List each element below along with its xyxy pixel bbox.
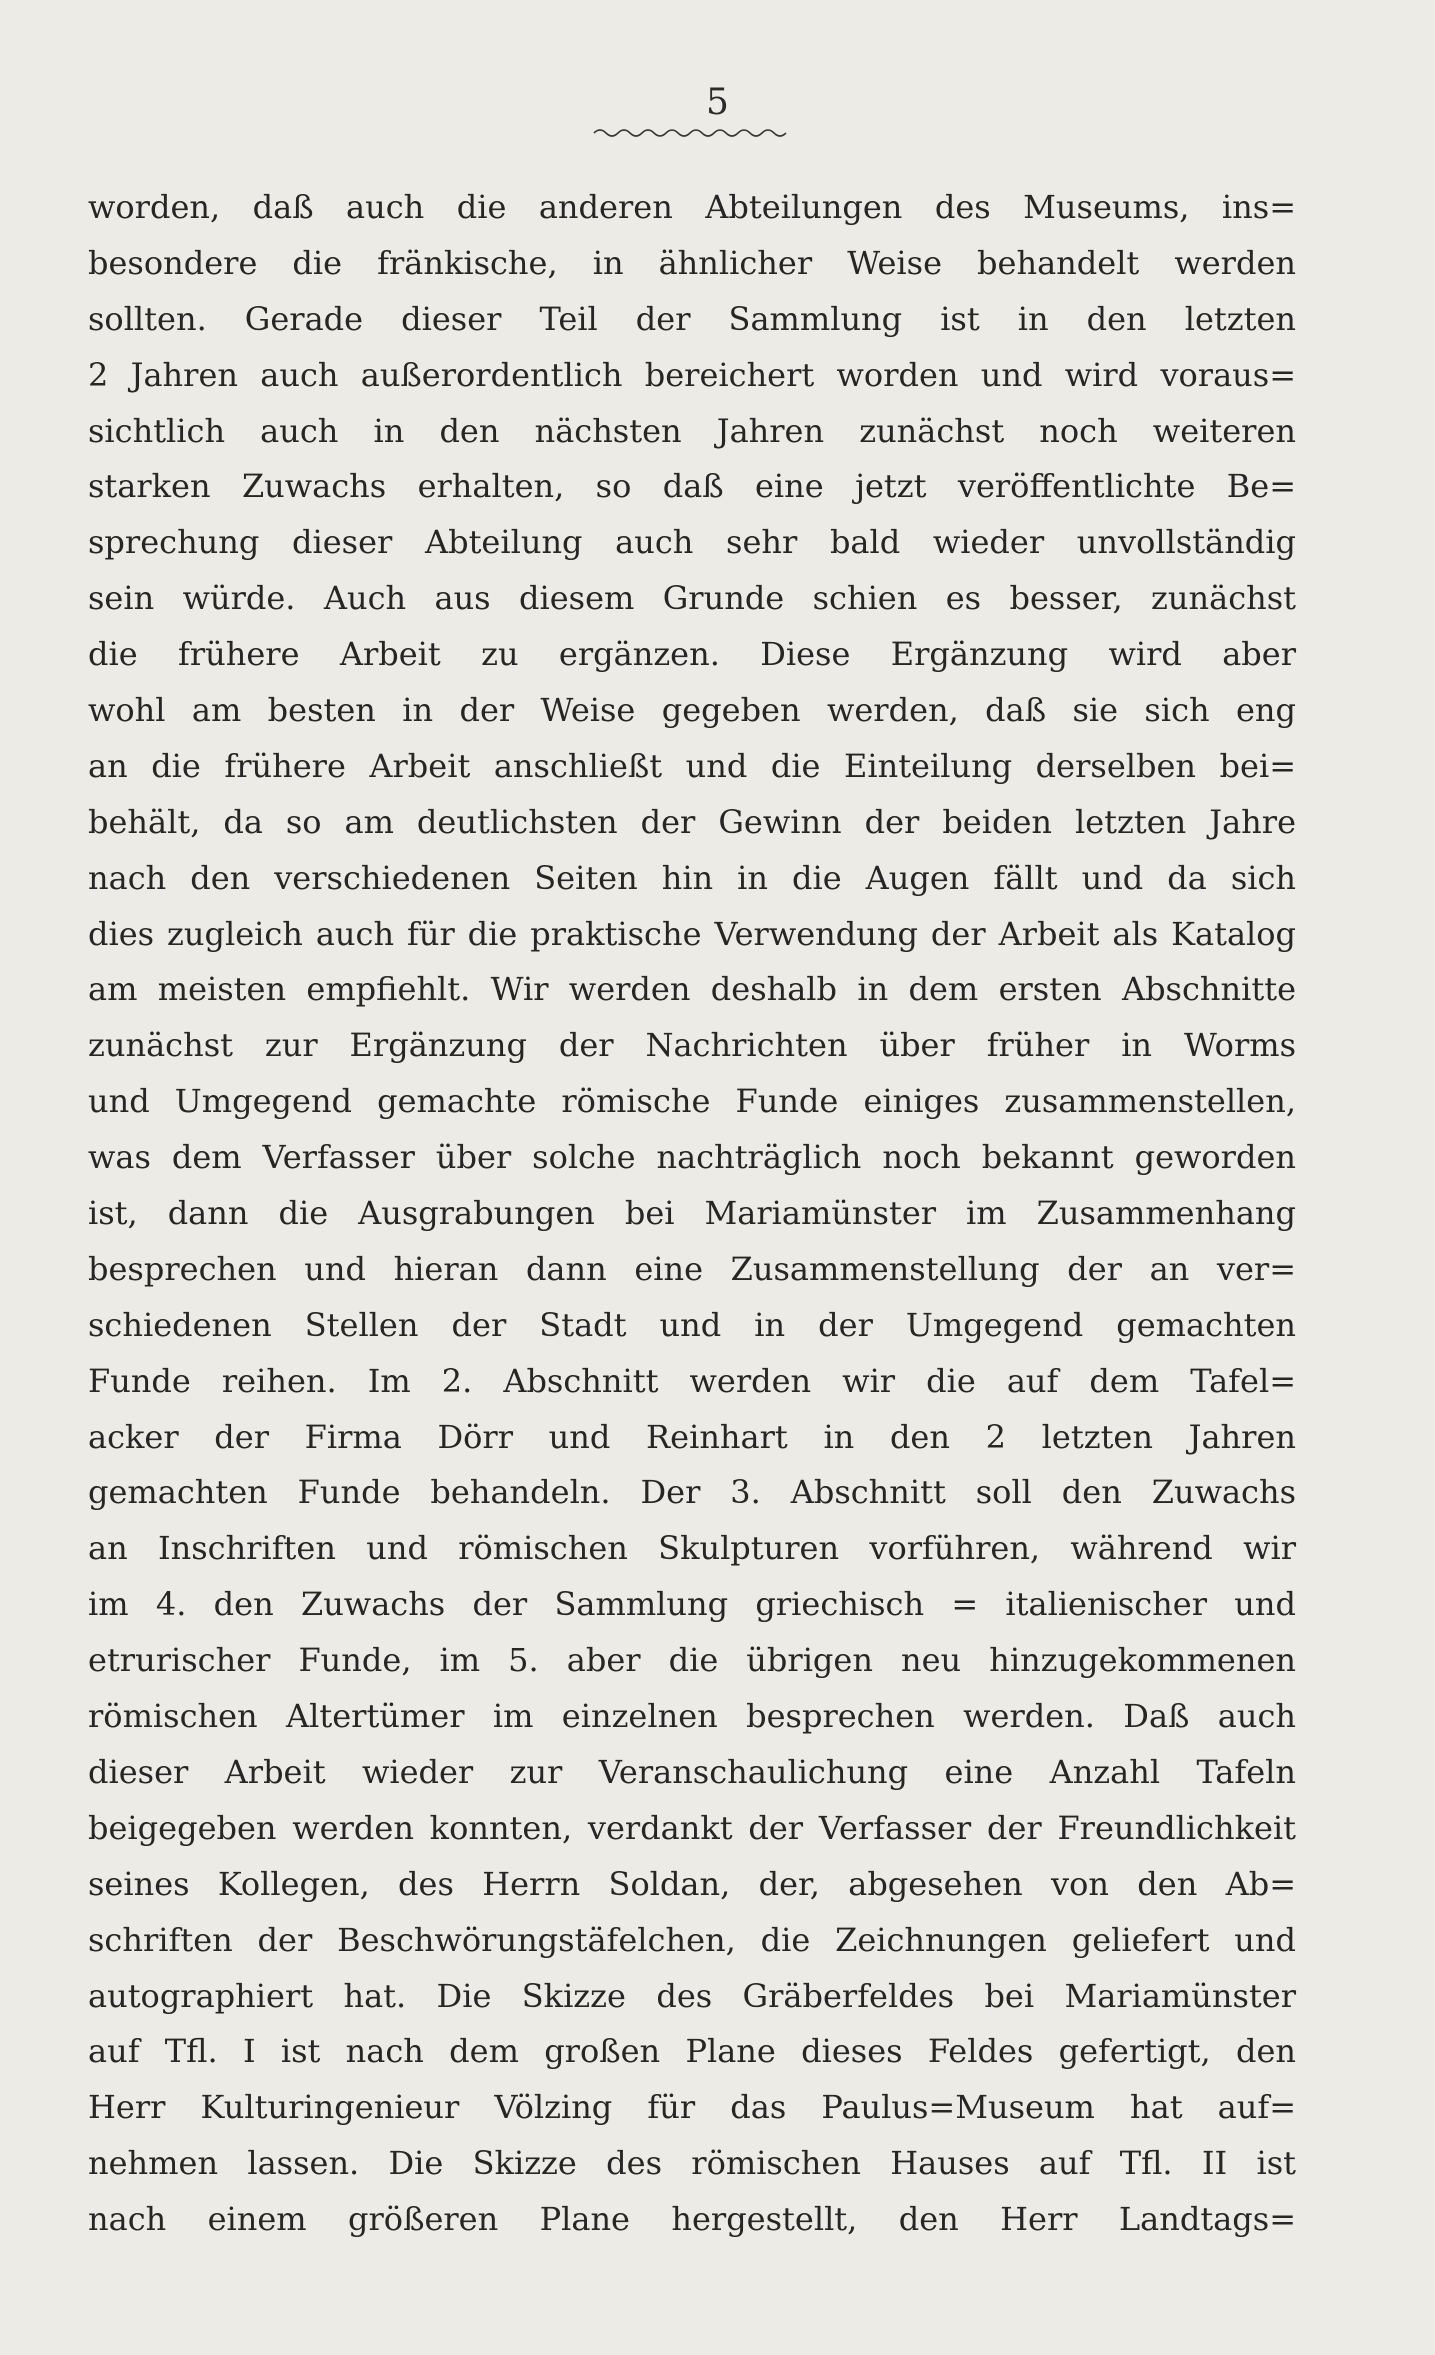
text-line: schiedenen Stellen der Stadt und in der Umgegend gemachten [88, 1305, 1296, 1344]
text-line: nehmen lassen. Die Skizze des römischen Hauses auf Tfl. II ist [88, 2144, 1296, 2183]
text-line: römischen Altertümer im einzelnen besprechen werden. Daß auch [88, 1697, 1296, 1736]
text-line: an die frühere Arbeit anschließt und die Einteilung derselben bei= [88, 746, 1296, 785]
text-line: gemachten Funde behandeln. Der 3. Abschnitt soll den Zuwachs [88, 1473, 1296, 1512]
text-line: nach den verschiedenen Seiten hin in die Augen fällt und da sich [88, 858, 1296, 897]
text-line: wohl am besten in der Weise gegeben werden, daß sie sich eng [88, 691, 1296, 730]
text-line: sollten. Gerade dieser Teil der Sammlung ist in den letzten [88, 299, 1296, 338]
body-text [88, 180, 1296, 2248]
text-line: nach einem größeren Plane hergestellt, den Herr Landtags= [88, 2200, 1296, 2239]
text-line: dieser Arbeit wieder zur Veranschaulichung eine Anzahl Tafeln [88, 1752, 1296, 1791]
text-line: Herr Kulturingenieur Völzing für das Paulus=Museum hat auf= [88, 2088, 1296, 2127]
text-line: besprechen und hieran dann eine Zusammenstellung der an ver= [88, 1249, 1296, 1288]
text-line: beigegeben werden konnten, verdankt der Verfasser der Freundlichkeit [88, 1808, 1296, 1847]
text-line: acker der Firma Dörr und Reinhart in den 2 letzten Jahren [88, 1417, 1296, 1456]
text-line: worden, daß auch die anderen Abteilungen des Museums, ins= [88, 188, 1296, 226]
text-line: starken Zuwachs erhalten, so daß eine jetzt veröffentlichte Be= [88, 467, 1296, 506]
text-line: zunächst zur Ergänzung der Nachrichten über früher in Worms [88, 1026, 1296, 1065]
text-line: die frühere Arbeit zu ergänzen. Diese Ergänzung wird aber [88, 635, 1296, 674]
text-line: autographiert hat. Die Skizze des Gräberfeldes bei Mariamünster [88, 1976, 1296, 2015]
text-line: und Umgegend gemachte römische Funde einiges zusammenstellen, [88, 1082, 1296, 1121]
text-line: im 4. den Zuwachs der Sammlung griechisch = italienischer und [88, 1585, 1296, 1624]
text-line: am meisten empfiehlt. Wir werden deshalb in dem ersten Abschnitte [88, 970, 1296, 1009]
text-line: Funde reihen. Im 2. Abschnitt werden wir die auf dem Tafel= [88, 1361, 1296, 1400]
text-line: was dem Verfasser über solche nachträglich noch bekannt geworden [88, 1138, 1296, 1177]
page-number: 5 [706, 82, 729, 123]
text-line: 2 Jahren auch außerordentlich bereichert worden und wird voraus= [88, 355, 1296, 394]
text-line: dies zugleich auch für die praktische Verwendung der Arbeit als Katalog [88, 914, 1296, 953]
text-line: schriften der Beschwörungstäfelchen, die Zeichnungen geliefert und [88, 1920, 1296, 1959]
text-line: etrurischer Funde, im 5. aber die übrigen neu hinzugekommenen [88, 1641, 1296, 1680]
text-line: ist, dann die Ausgrabungen bei Mariamünster im Zusammenhang [88, 1194, 1296, 1233]
text-line: besondere die fränkische, in ähnlicher Weise behandelt werden [88, 243, 1296, 282]
wavy-rule-icon [592, 126, 792, 140]
text-line: sichtlich auch in den nächsten Jahren zunächst noch weiteren [88, 411, 1296, 450]
text-line: auf Tfl. I ist nach dem großen Plane dieses Feldes gefertigt, den [88, 2032, 1296, 2071]
text-line: an Inschriften und römischen Skulpturen vorführen, während wir [88, 1529, 1296, 1568]
text-line: behält, da so am deutlichsten der Gewinn der beiden letzten Jahre [88, 802, 1296, 841]
text-line: seines Kollegen, des Herrn Soldan, der, abgesehen von den Ab= [88, 1864, 1296, 1903]
text-line: sein würde. Auch aus diesem Grunde schien es besser, zunächst [88, 579, 1296, 618]
text-line: sprechung dieser Abteilung auch sehr bald wieder unvollständig [88, 523, 1296, 562]
